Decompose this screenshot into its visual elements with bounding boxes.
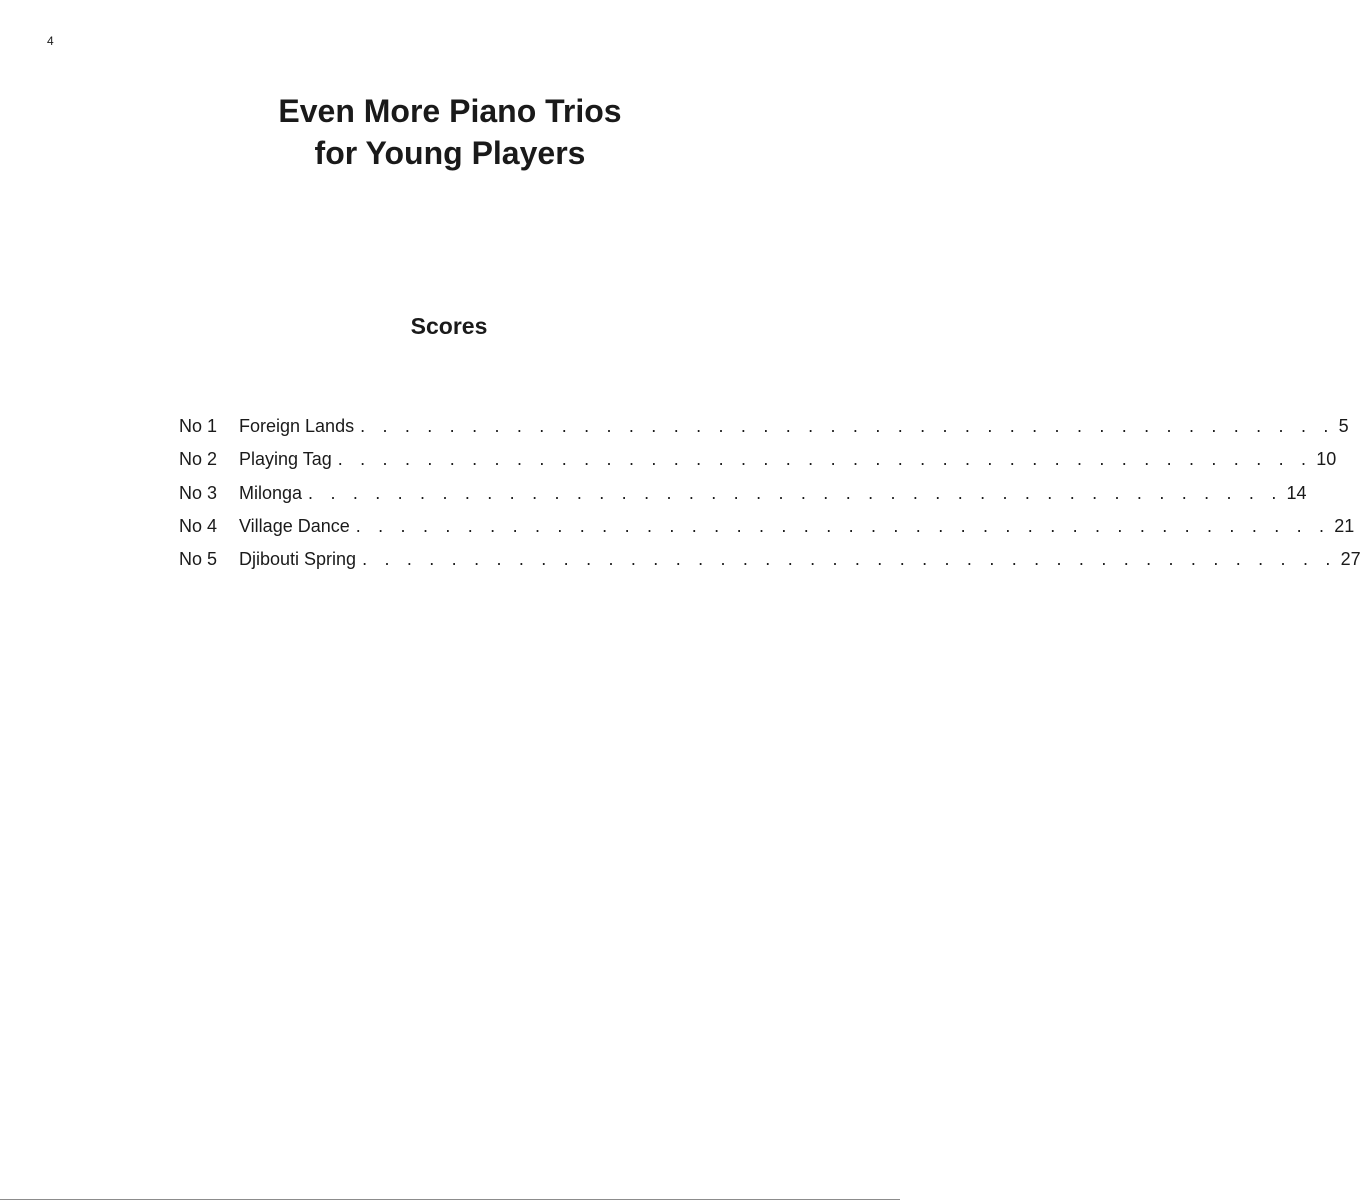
title-line-2: for Young Players (314, 135, 586, 171)
toc-leader-dots: . . . . . . . . . . . . . . . . . . . . . . . . . . . . . . . . . . . . . . . . . . . . (337, 449, 1313, 470)
section-heading: Scores (410, 313, 488, 339)
toc-entry (179, 482, 1307, 516)
table-of-contents (179, 416, 1361, 582)
toc-leader-dots: . . . . . . . . . . . . . . . . . . . . . . . . . . . . . . . . . . . . . . . . . . . . (355, 515, 1331, 536)
toc-entry-title: Village Dance (239, 515, 350, 536)
toc-entry-number: No 3 (179, 482, 218, 503)
toc-entry (179, 549, 1361, 582)
toc-entry-number: No 1 (179, 416, 218, 436)
toc-entry-page: 27 (1340, 549, 1361, 570)
toc-entry-title: Foreign Lands (239, 416, 355, 436)
page-number: 4 (47, 34, 54, 48)
toc-entry (179, 449, 1337, 482)
toc-entry-title: Djibouti Spring (239, 549, 357, 570)
toc-entry (179, 515, 1355, 549)
toc-leader-dots: . . . . . . . . . . . . . . . . . . . . . . . . . . . . . . . . . . . . . . . . . . . . (360, 416, 1335, 436)
toc-entry-number: No 5 (179, 549, 218, 570)
toc-entry-number: No 2 (179, 449, 218, 470)
title-line-1: Even More Piano Trios (278, 93, 622, 129)
toc-entry-title: Playing Tag (239, 449, 332, 470)
toc-entry (179, 416, 1349, 449)
toc-entry-page: 10 (1316, 449, 1337, 470)
toc-entry-page: 14 (1286, 482, 1307, 503)
toc-entry-number: No 4 (179, 515, 218, 536)
toc-entry-page: 21 (1334, 515, 1355, 536)
page-title (0, 90, 900, 174)
toc-entry-page: 5 (1338, 416, 1349, 436)
toc-leader-dots: . . . . . . . . . . . . . . . . . . . . . . . . . . . . . . . . . . . . . . . . . . . . (362, 549, 1337, 570)
toc-entry-title: Milonga (239, 482, 303, 503)
toc-leader-dots: . . . . . . . . . . . . . . . . . . . . . . . . . . . . . . . . . . . . . . . . . . . . (308, 482, 1283, 503)
